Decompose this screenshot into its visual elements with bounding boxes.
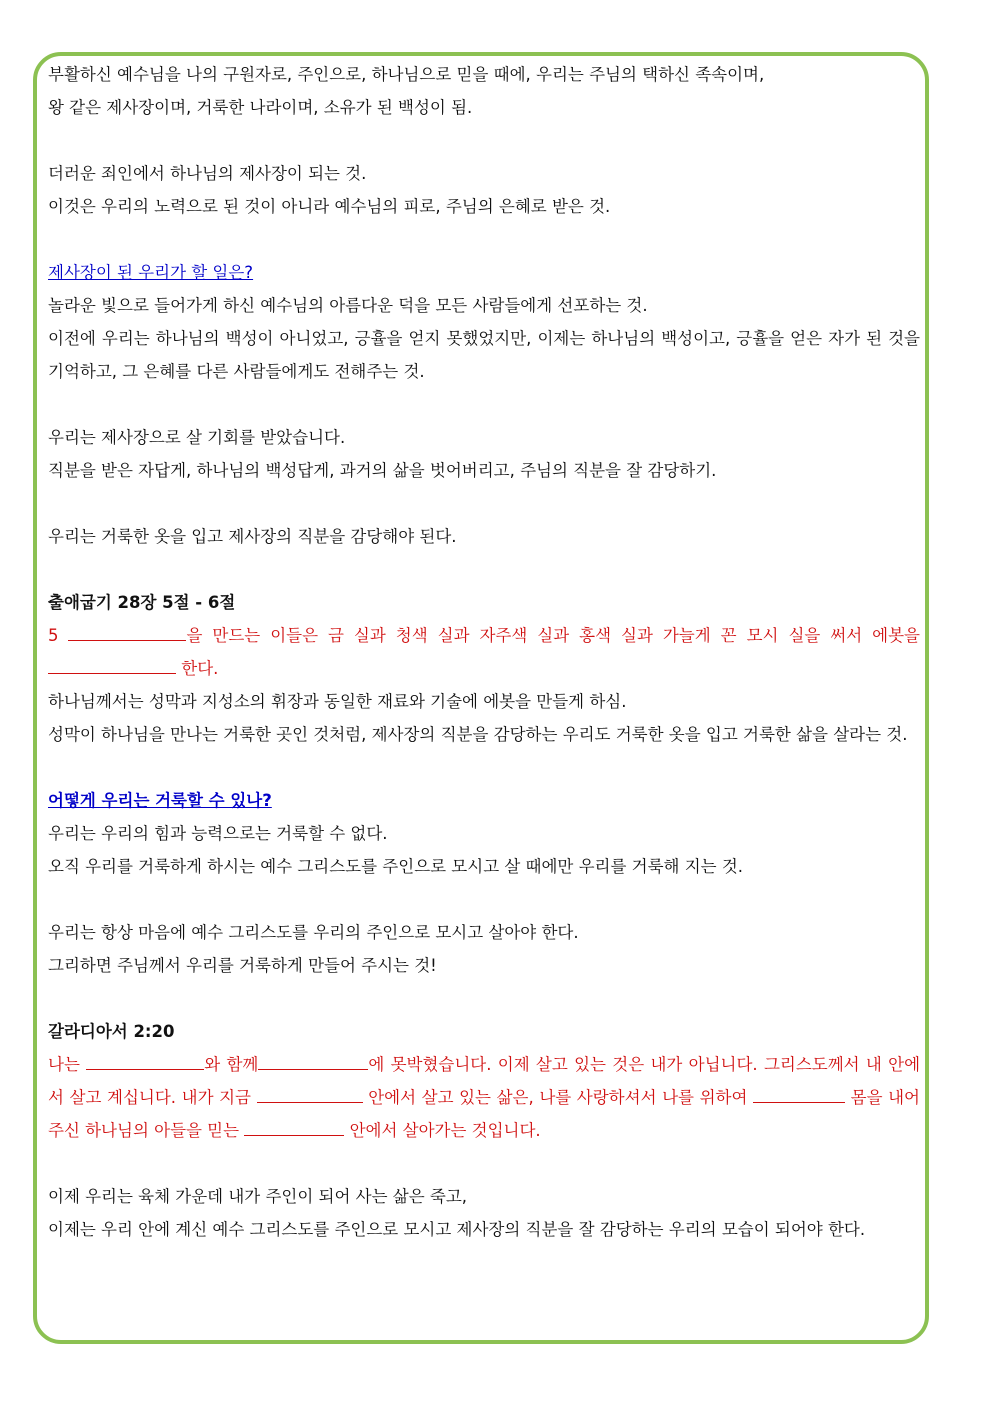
text-line: 놀라운 빛으로 들어가게 하신 예수님의 아름다운 덕을 모든 사람들에게 선포하는 것. xyxy=(48,296,648,315)
text-line: 우리는 제사장으로 살 기회를 받았습니다. xyxy=(48,428,346,447)
section-heading: 제사장이 된 우리가 할 일은? xyxy=(48,263,254,282)
fill-blank xyxy=(48,655,176,674)
fill-blank xyxy=(244,1117,344,1136)
text-paragraph: 이전에 우리는 하나님의 백성이 아니었고, 긍휼을 얻지 못했었지만, 이제는 하나님의 백성이고, 긍휼을 얻은 자가 된 것을 기억하고, 그 은혜를 다른 사람들에게도 전해주는 것. xyxy=(48,329,920,381)
text-line: 왕 같은 제사장이며, 거룩한 나라이며, 소유가 된 백성이 됨. xyxy=(48,98,473,117)
text-line: 이것은 우리의 노력으로 된 것이 아니라 예수님의 피로, 주님의 은혜로 받은 것. xyxy=(48,197,611,216)
scripture-verse: 5 을 만드는 이들은 금 실과 청색 실과 자주색 실과 홍색 실과 가늘게 꼰 모시 실을 써서 에봇을 한다. xyxy=(48,619,920,685)
text-line: 우리는 항상 마음에 예수 그리스도를 우리의 주인으로 모시고 살아야 한다. xyxy=(48,923,579,942)
document-body xyxy=(48,58,920,1246)
text-line: 부활하신 예수님을 나의 구원자로, 주인으로, 하나님으로 믿을 때에, 우리는 주님의 택하신 족속이며, xyxy=(48,65,765,84)
fill-blank xyxy=(257,1084,363,1103)
text-line: 그리하면 주님께서 우리를 거룩하게 만들어 주시는 것! xyxy=(48,956,437,975)
text-line: 더러운 죄인에서 하나님의 제사장이 되는 것. xyxy=(48,164,367,183)
fill-blank xyxy=(753,1084,845,1103)
text-line: 이제 우리는 육체 가운데 내가 주인이 되어 사는 삶은 죽고, xyxy=(48,1187,468,1206)
section-heading: 어떻게 우리는 거룩할 수 있나? xyxy=(48,791,272,810)
text-line: 직분을 받은 자답게, 하나님의 백성답게, 과거의 삶을 벗어버리고, 주님의 직분을 잘 감당하기. xyxy=(48,461,717,480)
text-line: 우리는 거룩한 옷을 입고 제사장의 직분을 감당해야 된다. xyxy=(48,527,457,546)
fill-blank xyxy=(258,1051,368,1070)
text-line: 하나님께서는 성막과 지성소의 휘장과 동일한 재료와 기술에 에봇을 만들게 하심. xyxy=(48,692,627,711)
scripture-heading: 출애굽기 28장 5절 - 6절 xyxy=(48,593,236,612)
text-line: 우리는 우리의 힘과 능력으로는 거룩할 수 없다. xyxy=(48,824,388,843)
fill-blank xyxy=(86,1051,204,1070)
text-paragraph: 성막이 하나님을 만나는 거룩한 곳인 것처럼, 제사장의 직분을 감당하는 우리도 거룩한 옷을 입고 거룩한 삶을 살라는 것. xyxy=(48,725,908,744)
scripture-verse: 나는 와 함께 에 못박혔습니다. 이제 살고 있는 것은 내가 아닙니다. 그리스도께서 내 안에서 살고 계십니다. 내가 지금 안에서 살고 있는 삶은, 나를 사랑하셔서 나를 위하여 몸을 내어주신 하나님의 아들을 믿는 안에서 살아가는 것입니다. xyxy=(48,1048,920,1147)
fill-blank xyxy=(68,622,186,641)
scripture-heading: 갈라디아서 2:20 xyxy=(48,1022,175,1041)
text-paragraph: 이제는 우리 안에 계신 예수 그리스도를 주인으로 모시고 제사장의 직분을 잘 감당하는 우리의 모습이 되어야 한다. xyxy=(48,1220,866,1239)
text-line: 오직 우리를 거룩하게 하시는 예수 그리스도를 주인으로 모시고 살 때에만 우리를 거룩해 지는 것. xyxy=(48,857,744,876)
